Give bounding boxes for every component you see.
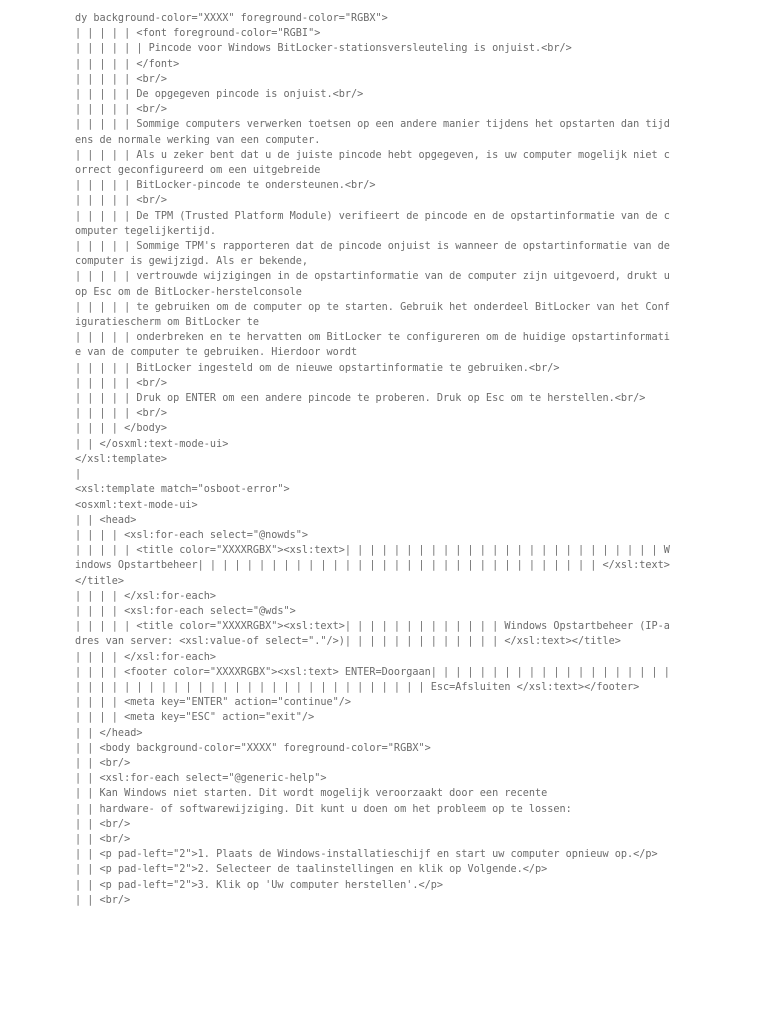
code-line: | | | | | BitLocker-pincode te ondersteunen.<br/>	[75, 180, 376, 192]
code-line: | | | | | <br/>	[75, 408, 168, 420]
code-line: | | | | | <br/>	[75, 104, 168, 116]
code-line: | | | | | Druk op ENTER om een andere pincode te proberen. Druk op Esc om te herstellen.<br/>	[75, 393, 646, 405]
code-line: | | | | <footer color="XXXXRGBX"><xsl:text> ENTER=Doorgaan| | | | | | | | | | | | | | | | | | | | | | | | | | | | | | | | | | | | | | | | | | | | | | | | | Esc=Afsluiten </xsl:text></footer>	[75, 666, 677, 693]
code-line: | | Kan Windows niet starten. Dit wordt mogelijk veroorzaakt door een recente	[75, 788, 548, 800]
code-line: | | | | | vertrouwde wijzigingen in de opstartinformatie van de computer zijn uitgevoerd, drukt u op Esc om de BitLocker-herstelconsole	[75, 271, 677, 298]
code-line: | | | | </xsl:for-each>	[75, 651, 217, 663]
code-line: | | <p pad-left="2">2. Selecteer de taalinstellingen en klik op Volgende.</p>	[75, 864, 548, 876]
code-line: | | hardware- of softwarewijziging. Dit kunt u doen om het probleem op te lossen:	[75, 803, 572, 815]
code-line: <osxml:text-mode-ui>	[75, 499, 198, 511]
code-line: | | <xsl:for-each select="@generic-help">	[75, 773, 327, 785]
code-line: | | | | | | Pincode voor Windows BitLocker-stationsversleuteling is onjuist.<br/>	[75, 43, 572, 55]
code-line: | | | | </xsl:for-each>	[75, 590, 217, 602]
code-line: | | | | <meta key="ESC" action="exit"/>	[75, 712, 315, 724]
code-line: | | <p pad-left="2">3. Klik op 'Uw computer herstellen'.</p>	[75, 879, 444, 891]
code-line: | | | | </body>	[75, 423, 168, 435]
code-line: | | | | | </font>	[75, 58, 180, 70]
code-line: | | <br/>	[75, 833, 131, 845]
code-line: | | | | | te gebruiken om de computer op te starten. Gebruik het onderdeel BitLocker van het Configuratiescherm om BitLocker te	[75, 301, 670, 329]
code-line: | | <head>	[75, 514, 137, 526]
code-line: | | | | | De opgegeven pincode is onjuist.<br/>	[75, 89, 364, 101]
code-line: | | | | | <br/>	[75, 377, 168, 389]
code-line: </xsl:template>	[75, 453, 168, 465]
code-line: |	[75, 469, 82, 481]
code-line: | | | | | BitLocker ingesteld om de nieuwe opstartinformatie te gebruiken.<br/>	[75, 362, 560, 374]
code-line: | | </head>	[75, 727, 143, 739]
code-line: | | <br/>	[75, 818, 131, 830]
code-line: | | </osxml:text-mode-ui>	[75, 438, 229, 450]
code-line: | | | | | <br/>	[75, 73, 168, 85]
code-line: | | | | | <br/>	[75, 195, 168, 207]
code-line: | | | | | De TPM (Trusted Platform Module) verifieert de pincode en de opstartinformatie van de computer tegelijkertijd.	[75, 210, 670, 237]
code-listing	[75, 11, 675, 908]
code-line: | | | | | Sommige computers verwerken toetsen op een andere manier tijdens het opstarten dan tijdens de normale werking van een computer.	[75, 119, 670, 146]
code-line: | | <p pad-left="2">1. Plaats de Windows-installatieschijf en start uw computer opnieuw op.</p>	[75, 849, 658, 861]
code-line: | | | | | <title color="XXXXRGBX"><xsl:text>| | | | | | | | | | | | | | | | | | | | | | | | | | Windows Opstartbeheer| | | | | | | | | | | | | | | | | | | | | | | | | | | | | | | | | </xsl:text></title>	[75, 545, 670, 587]
code-line: | | | | <xsl:for-each select="@wds">	[75, 605, 296, 617]
code-line: <xsl:template match="osboot-error">	[75, 484, 290, 496]
code-line: | | | | <xsl:for-each select="@nowds">	[75, 529, 309, 541]
code-line: | | <br/>	[75, 894, 131, 906]
code-line: | | <body background-color="XXXX" foreground-color="RGBX">	[75, 742, 431, 754]
code-line: | | | | | Als u zeker bent dat u de juiste pincode hebt opgegeven, is uw computer mogelijk niet correct geconfigureerd om een uitgebreide	[75, 149, 670, 177]
code-line: dy background-color="XXXX" foreground-color="RGBX">	[75, 13, 388, 24]
code-line: | | | | | Sommige TPM's rapporteren dat de pincode onjuist is wanneer de opstartinformatie van de computer is gewijzigd. Als er bekende,	[75, 241, 677, 268]
code-line: | | | | | onderbreken en te hervatten om BitLocker te configureren om de huidige opstartinformatie van de computer te gebruiken. Hierdoor wordt	[75, 332, 670, 359]
code-line: | | | | | <title color="XXXXRGBX"><xsl:text>| | | | | | | | | | | | | Windows Opstartbeheer (IP-adres van server: <xsl:value-of select="."/>)| | | | | | | | | | | | | </xsl:text></title>	[75, 621, 670, 648]
code-line: | | | | <meta key="ENTER" action="continue"/>	[75, 697, 352, 709]
code-line: | | <br/>	[75, 757, 131, 769]
code-line: | | | | | <font foreground-color="RGBI">	[75, 28, 321, 40]
